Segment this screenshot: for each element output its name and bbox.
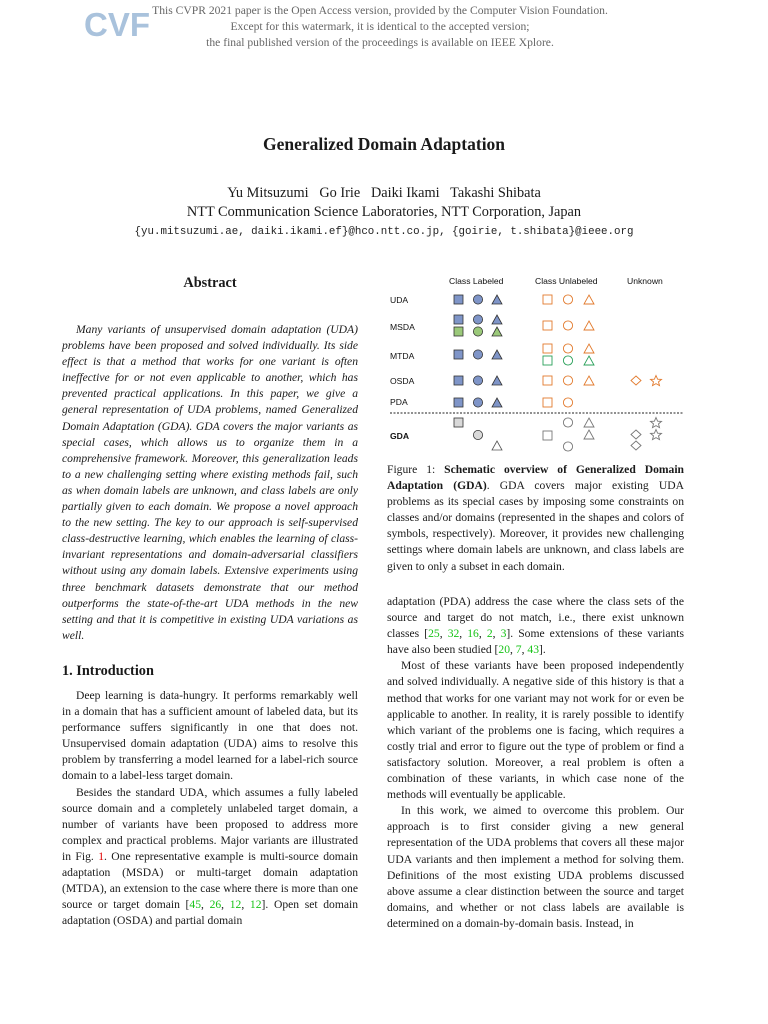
triangle-outline-symbol — [584, 295, 594, 304]
figure-reference-link[interactable]: 1 — [98, 849, 104, 863]
circle-outline-symbol — [563, 442, 572, 451]
column-header: Unknown — [627, 276, 663, 286]
row-label: MTDA — [390, 351, 415, 361]
square-symbol — [454, 315, 463, 324]
citation-link[interactable]: 26 — [209, 898, 222, 912]
gda-row-symbols — [454, 418, 662, 452]
star-outline-symbol — [651, 418, 662, 428]
circle-outline-symbol — [563, 321, 572, 330]
column-header: Class Unlabeled — [535, 276, 598, 286]
square-symbol — [454, 327, 463, 336]
figure-gda-overview — [387, 270, 687, 460]
cvf-logo — [84, 6, 150, 43]
column-header: Class Labeled — [449, 276, 504, 286]
uda-row-symbols — [454, 295, 594, 304]
square-outline-symbol — [543, 295, 552, 304]
triangle-symbol — [492, 376, 502, 385]
square-symbol — [454, 398, 463, 407]
paragraph: Besides the standard UDA, which assumes a fully labeled source domain and a completely unlabeled target domain, a number of variants have been proposed to address more complex and practical problems. Major variants are illustrated in Fig. 1. One representative example is multi-source domain adaptation (MSDA) or multi-target domain adaptation (MTDA), an extension to the case where there is more than one source or target domain [45, 26, 12, 12]. Open set domain adaptation (OSDA) and partial domain — [62, 785, 359, 928]
star-outline-symbol — [651, 376, 662, 386]
diamond-outline-symbol — [631, 430, 641, 439]
square-outline-symbol — [543, 321, 552, 330]
row-label: PDA — [390, 397, 408, 407]
svg-text:CVF: CVF — [84, 6, 150, 43]
notice-line: the final published version of the proceedings is available on IEEE Xplore. — [206, 36, 554, 49]
notice-line: Except for this watermark, it is identical to the accepted version; — [230, 20, 530, 33]
citation-link[interactable]: 12 — [249, 898, 262, 912]
square-symbol — [454, 350, 463, 359]
circle-symbol — [473, 295, 482, 304]
triangle-symbol — [492, 327, 502, 336]
circle-symbol — [473, 376, 482, 385]
citation-link[interactable]: 2 — [486, 627, 493, 641]
citation-link[interactable]: 20 — [498, 643, 510, 657]
square-symbol — [454, 376, 463, 385]
watermark-notice — [150, 3, 610, 51]
square-outline-symbol — [543, 356, 552, 365]
circle-outline-symbol — [563, 356, 572, 365]
figure-diagram — [387, 270, 687, 460]
square-symbol — [454, 295, 463, 304]
triangle-symbol — [492, 350, 502, 359]
author-emails: {yu.mitsuzumi.ae, daiki.ikami.ef}@hco.ntt.co.jp, {goirie, t.shibata}@ieee.org — [134, 226, 634, 238]
diamond-outline-symbol — [631, 376, 641, 385]
section-heading-introduction: 1. Introduction — [62, 663, 154, 679]
triangle-outline-symbol — [584, 344, 594, 353]
square-outline-symbol — [543, 344, 552, 353]
abstract-text: Many variants of unsupervised domain adaptation (UDA) problems have been proposed and solved individually. Its side effect is that a method that works for one variant is often ineffective for or not even applicable to another, which has prevented practical applications. In this paper, we give a general representation of UDA problems, named Generalized Domain Adaptation (GDA). GDA covers the major variants as special cases, which allows us to organize them in a comprehensive framework. Moreover, this generalization leads to a new challenging setting where existing methods fail, such as when domain labels are unknown, and class labels are only partially given to each domain. We propose a novel approach to the new setting. The key to our approach is self-supervised class-destructive learning, which enables the learning of class-invariant representations and domain-adversarial classifiers without using any domain labels. Extensive experiments using three benchmark datasets demonstrate that our method outperforms the state-of-the-art UDA methods in the new setting and that it is competitive in existing UDA variations as well. — [62, 323, 358, 642]
triangle-outline-symbol — [584, 376, 594, 385]
pda-row-symbols — [454, 398, 573, 407]
triangle-outline-symbol — [584, 356, 594, 365]
author-list: Yu Mitsuzumi Go Irie Daiki Ikami Takashi Shibata — [227, 185, 541, 201]
citation-link[interactable]: 25 — [428, 627, 440, 641]
citation-link[interactable]: 3 — [500, 627, 507, 641]
square-symbol — [454, 418, 463, 427]
row-label: UDA — [390, 295, 409, 305]
square-outline-symbol — [543, 376, 552, 385]
abstract-heading: Abstract — [183, 275, 237, 291]
circle-outline-symbol — [563, 376, 572, 385]
circle-outline-symbol — [563, 344, 572, 353]
diamond-outline-symbol — [631, 441, 641, 450]
paragraph: Deep learning is data-hungry. It performs remarkably well in a domain that has a sufficient amount of labeled data, but its performance suffers significantly in one that does not. Unsupervised domain adaptation (UDA) aims to resolve this problem by transferring a model learned for a label-rich source domain to a label-less target domain. — [62, 689, 358, 783]
triangle-outline-symbol — [492, 441, 502, 450]
text-span: ]. — [538, 643, 546, 657]
circle-outline-symbol — [563, 398, 572, 407]
figure-caption — [387, 462, 684, 575]
text-span: . One representative example is multi-source domain adaptation (MSDA) or multi-target domain adaptation (MTDA), an extension to the case where there is more than one source or target domain [ — [62, 849, 358, 912]
circle-symbol — [473, 350, 482, 359]
mtda-row-symbols — [454, 344, 594, 365]
caption-text: . GDA covers major existing UDA problems as its special cases by imposing some constraints on classes and/or domains (represented in the shapes and colors of symbols, respectively). Moreover, it provides new challenging settings where domain labels are unknown, and class labels are given to only a subset in each domain. — [387, 479, 685, 573]
triangle-symbol — [492, 295, 502, 304]
triangle-symbol — [492, 398, 502, 407]
text-span: Besides the standard UDA, which assumes a fully labeled source domain and a completely unlabeled target domain, a number of variants have been proposed to address more complex and practical problems. Major variants are illustrated in Fig. — [62, 785, 358, 863]
star-outline-symbol — [651, 430, 662, 440]
circle-symbol — [473, 398, 482, 407]
circle-symbol — [473, 430, 482, 439]
citation-link[interactable]: 45 — [189, 898, 201, 912]
msda-row-symbols — [454, 315, 594, 336]
circle-outline-symbol — [563, 418, 572, 427]
triangle-symbol — [492, 315, 502, 324]
citation-link[interactable]: 16 — [467, 627, 479, 641]
triangle-outline-symbol — [584, 430, 594, 439]
caption-label: Figure 1: — [387, 463, 445, 476]
paragraph: adaptation (PDA) address the case where the class sets of the source and target do not match, i.e., there exist unknown classes [25, 32, 16, 2, 3]. Some extensions of these variants have also been studied [20, 7, 43]. — [387, 595, 684, 657]
triangle-outline-symbol — [584, 321, 594, 330]
right-column-body — [387, 594, 684, 932]
citation-link[interactable]: 43 — [527, 643, 539, 657]
text-span: ]. Open set domain adaptation (OSDA) and partial domain — [62, 898, 359, 928]
paragraph: In this work, we aimed to overcome this problem. Our approach is to first consider giving a new general representation of the UDA problems that covers all these major UDA variants and then implement a method for solving them. Definitions of the most existing UDA problems discussed above assume a clear distinction between the source and target domains, and whether or not class labels are available is determined on a domain-by-domain basis. Instead, in — [387, 804, 684, 930]
paper-title: Generalized Domain Adaptation — [262, 134, 506, 154]
paragraph: Most of these variants have been proposed independently and solved individually. A negative side of this history is that a method that works for one variant may not work for or even be applicable to another. In reality, it is rarely possible to identify which variant of the problems one is facing, which requires a costly trial and error to figure out the type of problem or find a satisfactory solution. Moreover, a real problem is often a combination of these variants, in which case none of the methods will eventually be applicable. — [387, 659, 684, 802]
square-outline-symbol — [543, 431, 552, 440]
cvf-logo-icon — [84, 6, 150, 43]
triangle-outline-symbol — [584, 418, 594, 427]
citation-link[interactable]: 32 — [447, 627, 460, 641]
circle-symbol — [473, 327, 482, 336]
osda-row-symbols — [454, 376, 662, 386]
circle-outline-symbol — [563, 295, 572, 304]
notice-line: This CVPR 2021 paper is the Open Access version, provided by the Computer Vision Foundation. — [152, 4, 608, 17]
intro-body — [62, 688, 358, 929]
row-label: OSDA — [390, 376, 415, 386]
square-outline-symbol — [543, 398, 552, 407]
row-label: MSDA — [390, 322, 415, 332]
row-label: GDA — [390, 431, 410, 441]
caption-title: Schematic overview of Generalized Domain Adaptation (GDA) — [387, 463, 684, 493]
text-span: ]. Some extensions of these variants have also been studied [ — [387, 627, 684, 657]
citation-link[interactable]: 12 — [229, 898, 242, 912]
affiliation: NTT Communication Science Laboratories, NTT Corporation, Japan — [186, 204, 582, 220]
text-span: adaptation (PDA) address the case where the class sets of the source and target do not match, i.e., there exist unknown classes [ — [387, 595, 684, 641]
citation-link[interactable]: 7 — [515, 643, 522, 657]
circle-symbol — [473, 315, 482, 324]
